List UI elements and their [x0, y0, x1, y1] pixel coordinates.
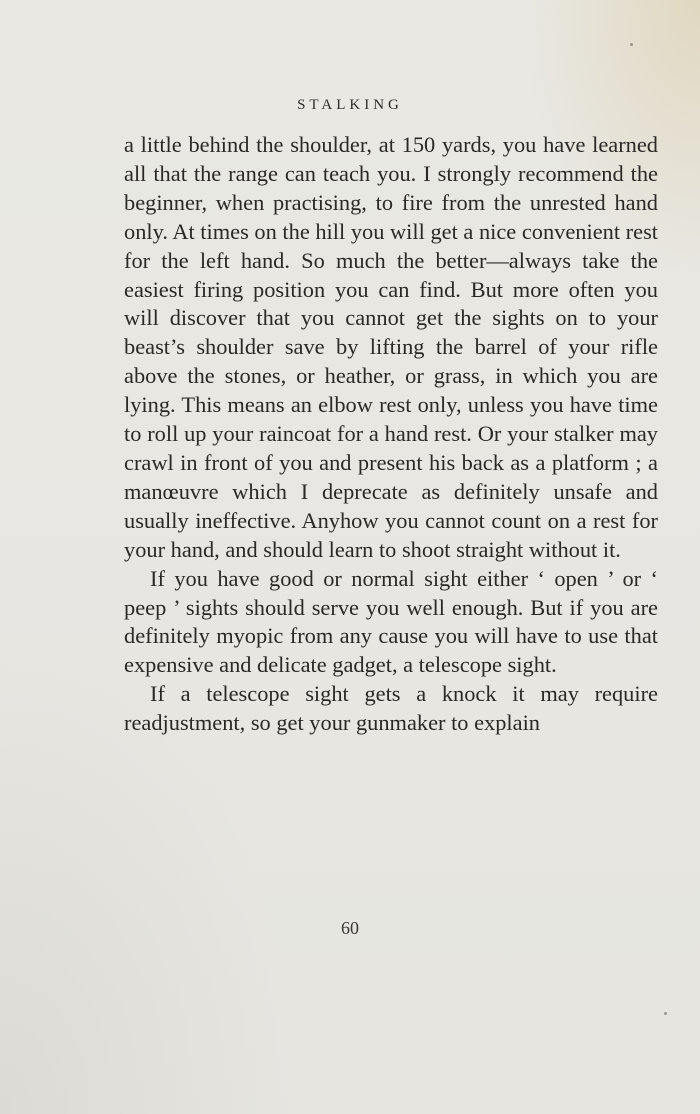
running-head: STALKING [297, 97, 403, 113]
paper-speck [664, 1012, 667, 1015]
paper-speck [630, 43, 633, 46]
paragraph-3: If a telescope sight gets a knock it may require readjustment, so get your gunmaker to explain [124, 681, 658, 736]
page-number: 60 [341, 918, 359, 938]
paragraph-2: If you have good or normal sight either ‘ open ’ or ‘ peep ’ sights should serve you well enough. But if you are definitely myopic from any cause you will have to use that expensive and delicate gadget, a telescope sight. [124, 565, 658, 678]
body-text [124, 131, 658, 738]
paragraph-1: a little behind the shoulder, at 150 yards, you have learned all that the range can teach you. I strongly recommend the beginner, when practising, to fire from the unrested hand only. At times on the hill you will get a nice convenient rest for the left hand. So much the better—always take the easiest firing position you can find. But more often you will discover that you cannot get the sights on to your beast’s shoulder save by lifting the barrel of your rifle above the stones, or heather, or grass, in which you are lying. This means an elbow rest only, unless you have time to roll up your raincoat for a hand rest. Or your stalker may crawl in front of you and present his back as a platform ; a manœuvre which I deprecate as definitely unsafe and usually ineffective. Anyhow you cannot count on a rest for your hand, and should learn to shoot straight without it. [124, 132, 658, 562]
